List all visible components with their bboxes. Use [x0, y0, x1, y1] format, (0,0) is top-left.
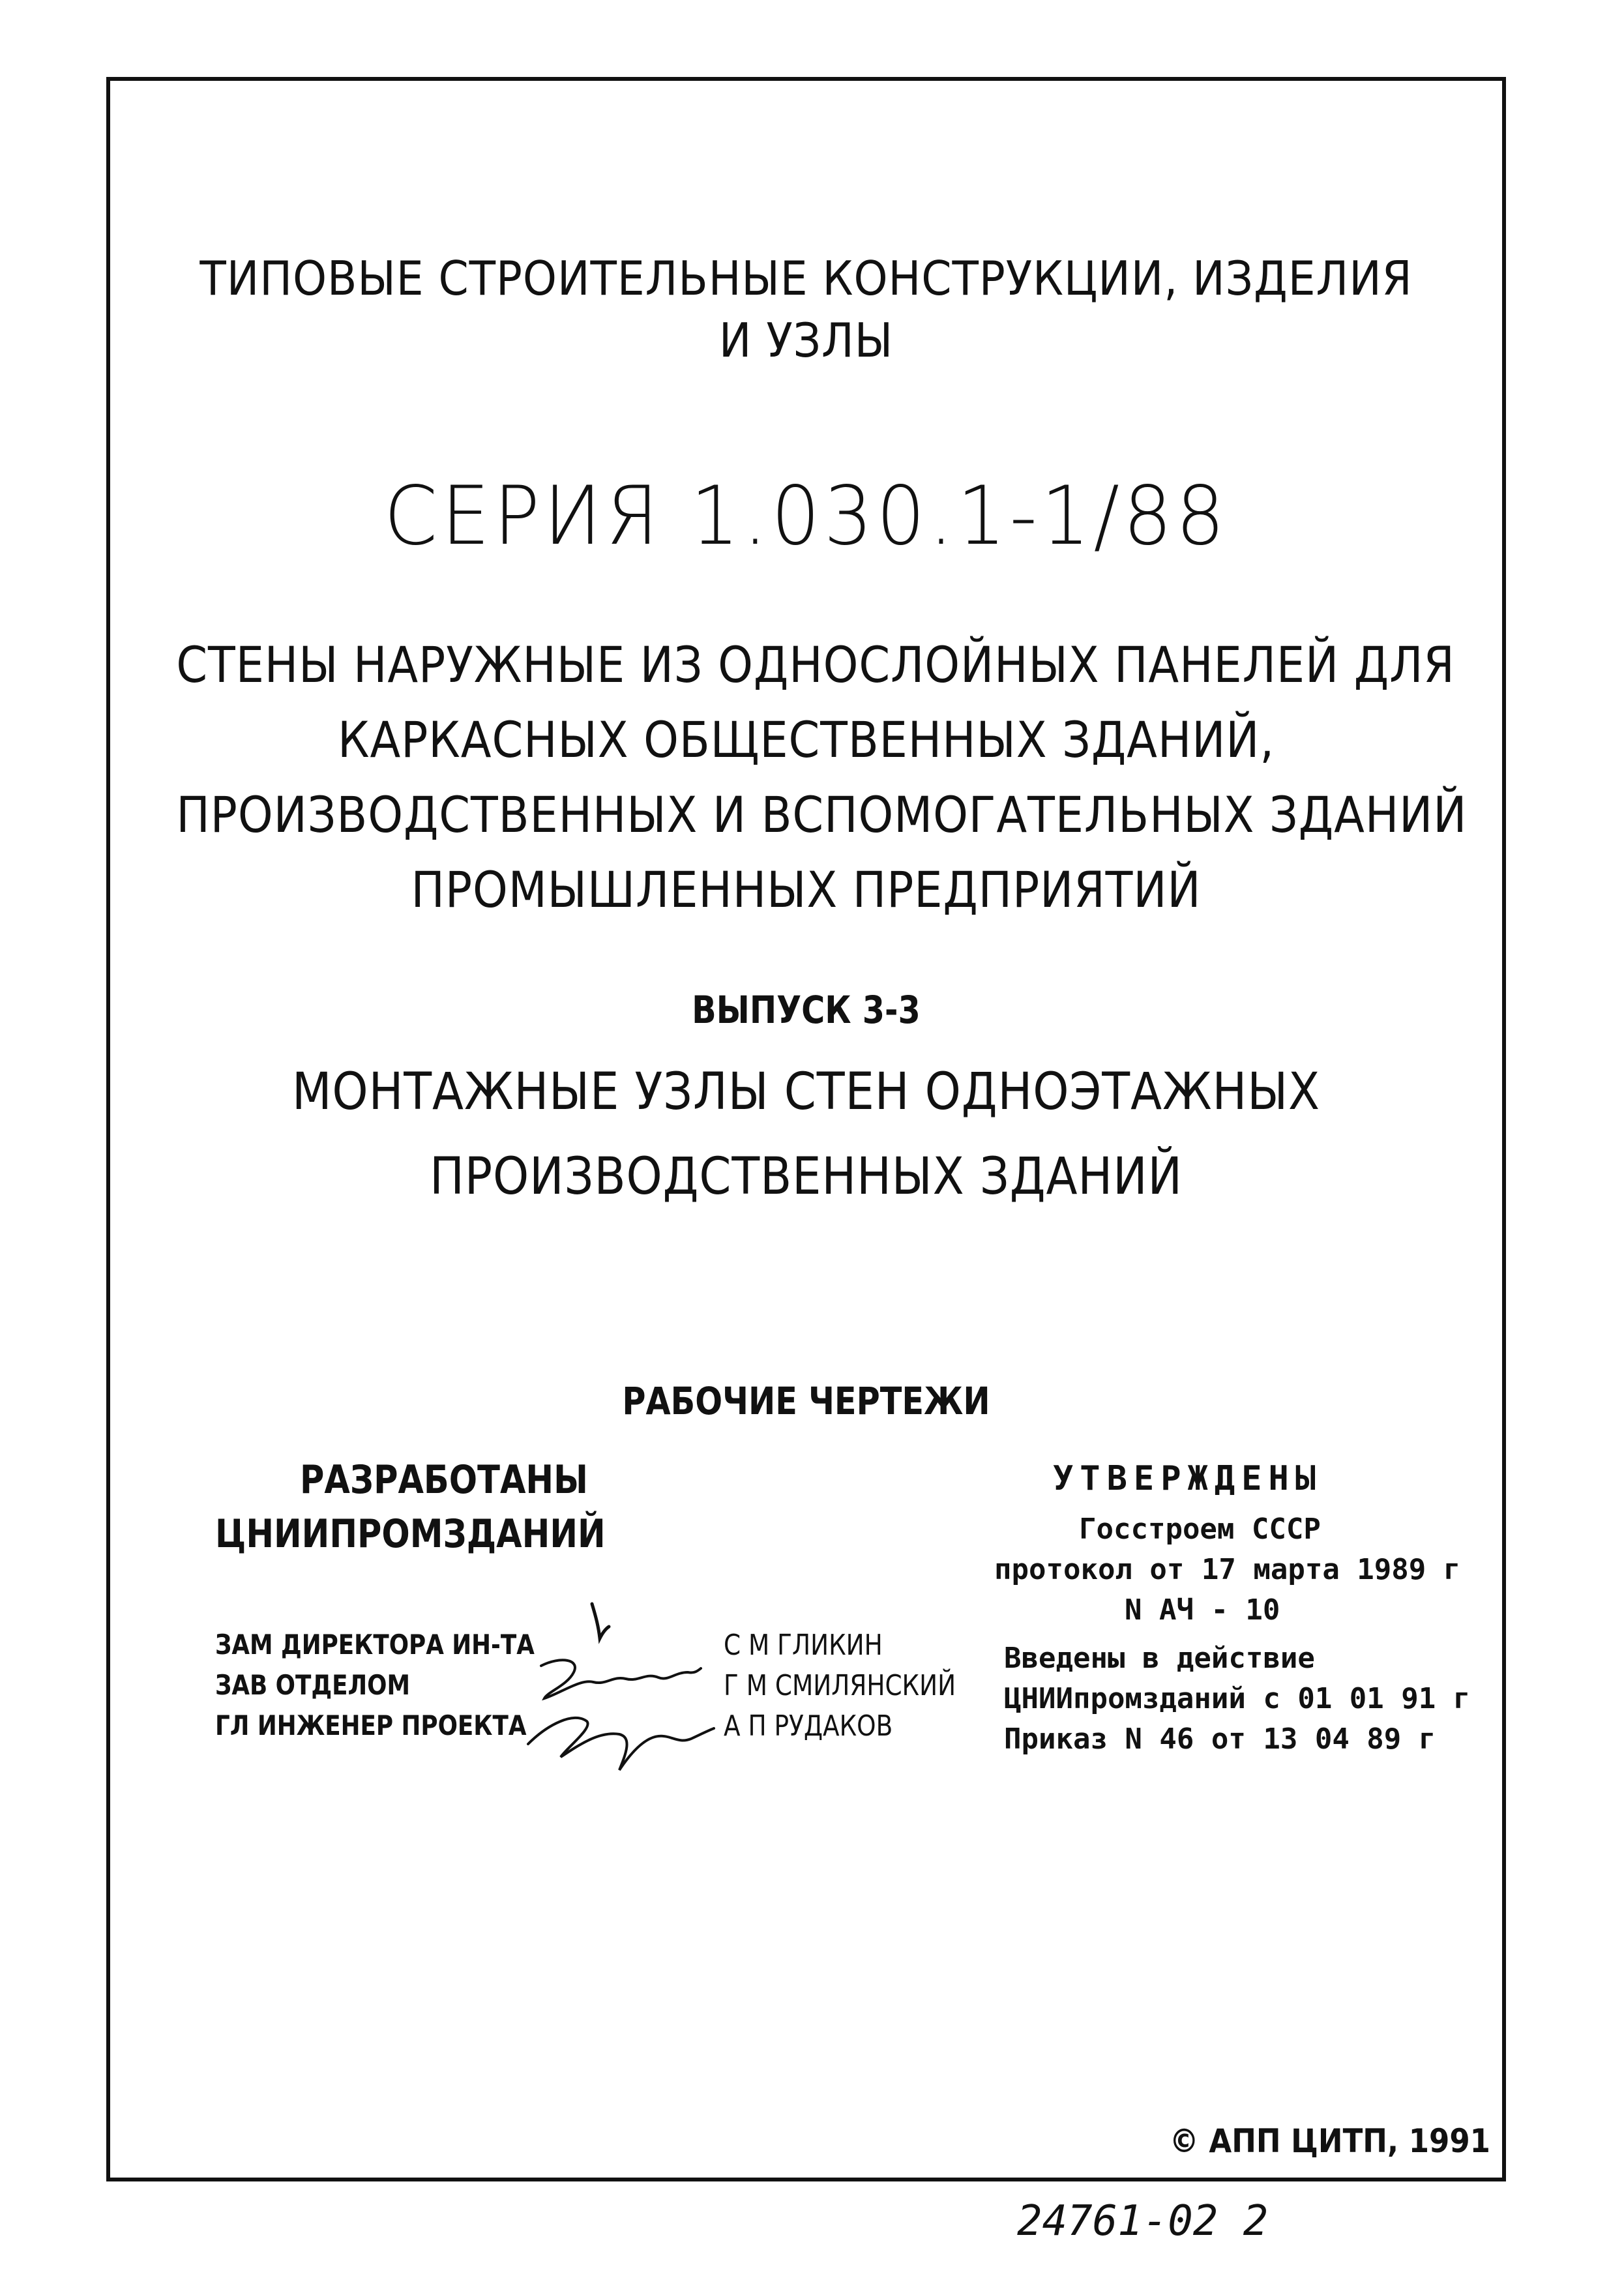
title-line-4: ПРОМЫШЛЕННЫХ ПРЕДПРИЯТИЙ: [411, 861, 1202, 919]
issue-number: ВЫПУСК 3-3: [692, 988, 921, 1032]
copyright: © АПП ЦИТП, 1991: [1169, 2122, 1490, 2160]
developer-org: ЦНИИПРОМЗДАНИЙ: [215, 1511, 606, 1557]
title-line-1: СТЕНЫ НАРУЖНЫЕ ИЗ ОДНОСЛОЙНЫХ ПАНЕЛЕЙ ДЛЯ: [176, 636, 1455, 694]
approved-line-6: Приказ N 46 от 13 04 89 г: [1004, 1722, 1436, 1756]
approved-line-5: ЦНИИпромзданий с 01 01 91 г: [1004, 1682, 1471, 1715]
signatory-role-2: ЗАВ ОТДЕЛОМ: [215, 1669, 411, 1701]
approved-label: УТВЕРЖДЕНЫ: [1053, 1459, 1323, 1498]
signatory-role-3: ГЛ ИНЖЕНЕР ПРОЕКТА: [215, 1709, 527, 1741]
approved-line-4: Введены в действие: [1004, 1642, 1315, 1675]
developed-label: РАЗРАБОТАНЫ: [300, 1457, 588, 1503]
title-line-2: КАРКАСНЫХ ОБЩЕСТВЕННЫХ ЗДАНИЙ,: [338, 711, 1275, 769]
approved-line-3: N АЧ - 10: [1125, 1593, 1280, 1627]
signatory-role-1: ЗАМ ДИРЕКТОРА ИН-ТА: [215, 1629, 535, 1661]
signatory-name-2: Г М СМИЛЯНСКИЙ: [724, 1669, 956, 1702]
signatory-name-1: С М ГЛИКИН: [724, 1629, 883, 1662]
approved-line-1: Госстроем СССР: [1079, 1513, 1321, 1546]
subtitle-line-1: МОНТАЖНЫЕ УЗЛЫ СТЕН ОДНОЭТАЖНЫХ: [291, 1063, 1321, 1121]
subtitle-line-2: ПРОИЗВОДСТВЕННЫХ ЗДАНИЙ: [430, 1147, 1183, 1206]
header-line-1: ТИПОВЫЕ СТРОИТЕЛЬНЫЕ КОНСТРУКЦИИ, ИЗДЕЛИЯ: [199, 251, 1413, 306]
signature-1: [587, 1601, 613, 1653]
header-line-2: И УЗЛЫ: [718, 313, 894, 368]
signature-3: [522, 1698, 717, 1777]
title-line-3: ПРОИЗВОДСТВЕННЫХ И ВСПОМОГАТЕЛЬНЫХ ЗДАНИЙ: [176, 786, 1468, 844]
series-number: СЕРИЯ 1.030.1-1/88: [383, 469, 1229, 563]
page-frame: [106, 77, 1506, 2181]
document-number: 24761-02 2: [1017, 2197, 1269, 2245]
approved-line-2: протокол от 17 марта 1989 г: [994, 1553, 1461, 1586]
doc-type: РАБОЧИЕ ЧЕРТЕЖИ: [622, 1379, 990, 1423]
signatory-name-3: А П РУДАКОВ: [724, 1709, 893, 1743]
